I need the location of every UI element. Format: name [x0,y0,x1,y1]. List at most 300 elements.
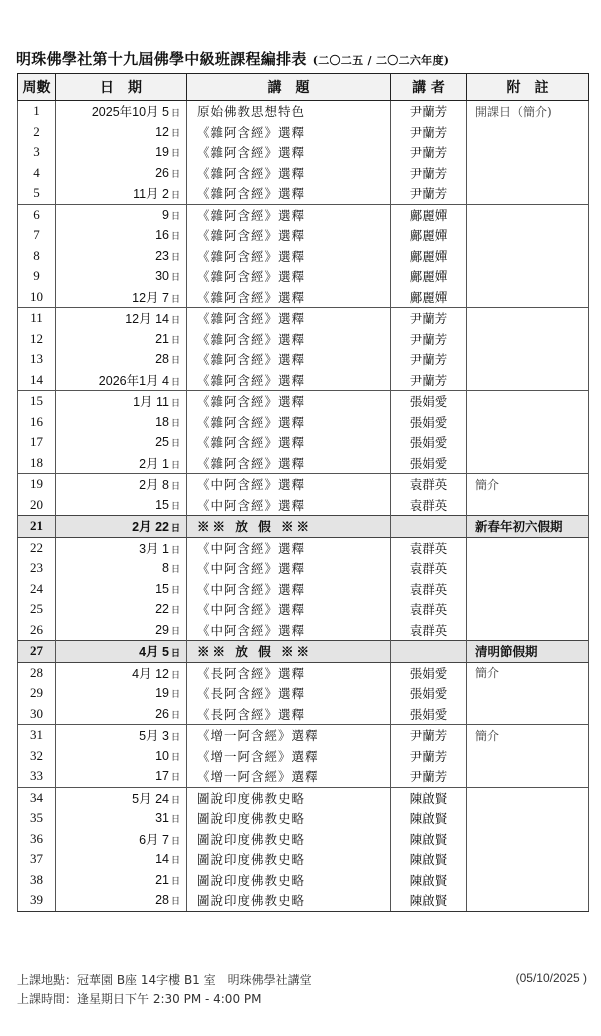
table-row [18,453,589,474]
date-suffix: 日 [170,689,180,700]
remark [467,349,589,370]
table-row [18,537,589,558]
remark [467,391,589,412]
session-date [56,349,187,370]
speaker-name: 尹蘭芳 [391,746,467,767]
date-suffix: 日 [170,417,180,428]
week-number: 9 [18,266,56,287]
session-date [56,329,187,350]
session-date [56,412,187,433]
remark [467,122,589,143]
lecture-topic: 《雜阿含經》選釋 [187,349,391,370]
table-row [18,725,589,746]
date-value: 4月 5 [139,645,169,660]
remark [467,225,589,246]
lecture-topic: 《雜阿含經》選釋 [187,246,391,267]
table-row [18,329,589,350]
lecture-topic: 圖說印度佛教史略 [187,829,391,850]
session-date [56,537,187,558]
session-date [56,287,187,308]
session-date [56,266,187,287]
date-value: 23 [155,248,169,263]
date-suffix: 日 [170,814,180,825]
date-value: 16 [155,228,169,243]
date-suffix: 日 [170,625,180,636]
remark [467,453,589,474]
date-suffix: 日 [170,794,180,805]
title-text: 明珠佛學社第十九屆佛學中級班課程編排表 [16,50,307,68]
speaker-name: 尹蘭芳 [391,766,467,787]
week-number: 39 [18,890,56,911]
date-value: 28 [155,893,169,908]
speaker-name: 尹蘭芳 [391,101,467,122]
remark [467,766,589,787]
speaker-name: 袁群英 [391,620,467,641]
date-value: 2月 1 [139,456,169,471]
lecture-topic: 《增一阿含經》選釋 [187,746,391,767]
lecture-topic: 《雜阿含經》選釋 [187,163,391,184]
session-date [56,683,187,704]
header-date: 日 期 [56,74,187,101]
table-row [18,349,589,370]
remark: 開課日（簡介) [467,101,589,122]
speaker-name: 陳啟賢 [391,890,467,911]
lecture-topic: 《中阿含經》選釋 [187,620,391,641]
lecture-topic: 《中阿含經》選釋 [187,474,391,495]
session-date [56,849,187,870]
remark [467,266,589,287]
speaker-name: 尹蘭芳 [391,142,467,163]
table-row [18,474,589,495]
lecture-topic: 圖說印度佛教史略 [187,870,391,891]
date-suffix: 日 [170,108,180,119]
date-suffix: 日 [170,293,180,304]
speaker-name: 袁群英 [391,579,467,600]
header-topic: 講 題 [187,74,391,101]
lecture-topic: 《雜阿含經》選釋 [187,453,391,474]
week-number: 32 [18,746,56,767]
date-suffix: 日 [170,772,180,783]
footer-date: (05/10/2025 ) [515,971,587,985]
table-row [18,558,589,579]
date-value: 5月 24 [132,791,169,806]
remark [467,183,589,204]
week-number: 16 [18,412,56,433]
holiday-row [18,516,589,538]
week-number: 12 [18,329,56,350]
date-suffix: 日 [170,438,180,449]
week-number: 38 [18,870,56,891]
table-row [18,101,589,122]
date-suffix: 日 [170,210,180,221]
week-number: 8 [18,246,56,267]
table-row [18,142,589,163]
lecture-topic: 《雜阿含經》選釋 [187,432,391,453]
remark [467,599,589,620]
page-title [16,48,449,69]
date-suffix: 日 [170,732,180,743]
date-value: 8 [162,561,169,576]
table-row [18,579,589,600]
lecture-topic: 《中阿含經》選釋 [187,579,391,600]
header-row [18,74,589,101]
date-value: 3月 1 [139,541,169,556]
date-value: 21 [155,872,169,887]
date-suffix: 日 [170,855,180,866]
session-date [56,495,187,516]
date-suffix: 日 [170,398,180,409]
date-suffix: 日 [170,835,180,846]
date-value: 19 [155,686,169,701]
remark: 新春年初六假期 [467,516,589,538]
week-number: 33 [18,766,56,787]
week-number: 35 [18,808,56,829]
week-number: 1 [18,101,56,122]
lecture-topic: 《中阿含經》選釋 [187,558,391,579]
date-suffix: 日 [170,272,180,283]
lecture-topic: 《長阿含經》選釋 [187,662,391,683]
week-number: 6 [18,204,56,225]
session-date [56,746,187,767]
lecture-topic: 《長阿含經》選釋 [187,683,391,704]
lecture-topic: ※※ 放 假 ※※ [187,641,391,663]
speaker-name: 鄺麗嬋 [391,246,467,267]
date-value: 26 [155,706,169,721]
date-suffix: 日 [170,709,180,720]
date-value: 2月 22 [132,520,169,535]
year-note: (二〇二五 / 二〇二六年度) [312,54,450,67]
date-suffix: 日 [170,334,180,345]
remark [467,746,589,767]
remark [467,808,589,829]
speaker-name: 陳啟賢 [391,808,467,829]
date-suffix: 日 [170,751,180,762]
week-number: 25 [18,599,56,620]
remark [467,620,589,641]
session-date [56,558,187,579]
speaker-name: 尹蘭芳 [391,329,467,350]
week-number: 21 [18,516,56,538]
table-row [18,246,589,267]
lecture-topic: 圖說印度佛教史略 [187,890,391,911]
lecture-topic: 圖說印度佛教史略 [187,787,391,808]
session-date [56,122,187,143]
session-date [56,183,187,204]
table-row [18,787,589,808]
lecture-topic: ※※ 放 假 ※※ [187,516,391,538]
table-row [18,225,589,246]
date-suffix: 日 [170,168,180,179]
schedule-body [18,101,589,912]
table-row [18,266,589,287]
footer-time: 上課時間：逢星期日下午 2:30 PM - 4:00 PM [17,992,262,1006]
lecture-topic: 《雜阿含經》選釋 [187,412,391,433]
date-value: 12月 7 [132,290,169,305]
week-number: 23 [18,558,56,579]
lecture-topic: 《增一阿含經》選釋 [187,725,391,746]
date-suffix: 日 [170,481,180,492]
table-row [18,163,589,184]
date-value: 1月 11 [133,395,169,410]
remark [467,849,589,870]
remark [467,370,589,391]
session-date [56,308,187,329]
session-date [56,870,187,891]
date-suffix: 日 [170,251,180,262]
speaker-name: 尹蘭芳 [391,308,467,329]
speaker-name: 張娟愛 [391,704,467,725]
table-row [18,370,589,391]
lecture-topic: 原始佛教思想特色 [187,101,391,122]
lecture-topic: 《中阿含經》選釋 [187,537,391,558]
speaker-name: 張娟愛 [391,412,467,433]
date-suffix: 日 [170,231,180,242]
speaker-name: 尹蘭芳 [391,183,467,204]
session-date [56,641,187,663]
table-row [18,599,589,620]
date-value: 19 [155,145,169,160]
remark [467,579,589,600]
remark: 清明節假期 [467,641,589,663]
remark [467,329,589,350]
session-date [56,662,187,683]
session-date [56,704,187,725]
remark [467,142,589,163]
week-number: 7 [18,225,56,246]
session-date [56,453,187,474]
remark [467,683,589,704]
date-value: 21 [155,331,169,346]
date-suffix: 日 [170,544,180,555]
session-date [56,579,187,600]
date-value: 2026年1月 4 [98,373,169,388]
table-row [18,746,589,767]
date-value: 26 [155,165,169,180]
date-value: 25 [155,435,169,450]
table-row [18,662,589,683]
date-value: 30 [155,269,169,284]
week-number: 17 [18,432,56,453]
speaker-name: 袁群英 [391,558,467,579]
week-number: 29 [18,683,56,704]
remark [467,537,589,558]
week-number: 15 [18,391,56,412]
table-row [18,704,589,725]
table-row [18,870,589,891]
week-number: 19 [18,474,56,495]
date-suffix: 日 [170,523,180,534]
speaker-name [391,641,467,663]
week-number: 31 [18,725,56,746]
date-suffix: 日 [170,459,180,470]
speaker-name: 袁群英 [391,537,467,558]
remark [467,246,589,267]
date-value: 31 [155,811,169,826]
date-suffix: 日 [170,605,180,616]
remark: 簡介 [467,662,589,683]
remark [467,558,589,579]
week-number: 34 [18,787,56,808]
speaker-name: 鄺麗嬋 [391,287,467,308]
remark [467,787,589,808]
table-row [18,308,589,329]
date-value: 5月 3 [139,729,169,744]
date-suffix: 日 [170,355,180,366]
speaker-name: 尹蘭芳 [391,163,467,184]
lecture-topic: 《雜阿含經》選釋 [187,287,391,308]
remark [467,829,589,850]
session-date [56,432,187,453]
lecture-topic: 《雜阿含經》選釋 [187,204,391,225]
date-value: 2025年10月 5 [91,105,169,120]
speaker-name: 張娟愛 [391,432,467,453]
week-number: 20 [18,495,56,516]
remark: 簡介 [467,474,589,495]
session-date [56,766,187,787]
week-number: 18 [18,453,56,474]
table-row [18,620,589,641]
table-row [18,849,589,870]
footer-location: 上課地點：冠華園 B座 14字樓 B1 室 明珠佛學社講堂 [17,973,312,987]
session-date [56,787,187,808]
speaker-name: 尹蘭芳 [391,349,467,370]
lecture-topic: 《增一阿含經》選釋 [187,766,391,787]
table-row [18,766,589,787]
remark [467,704,589,725]
speaker-name: 陳啟賢 [391,787,467,808]
table-row [18,412,589,433]
remark [467,163,589,184]
date-value: 15 [155,497,169,512]
speaker-name: 袁群英 [391,599,467,620]
week-number: 5 [18,183,56,204]
speaker-name: 陳啟賢 [391,829,467,850]
table-row [18,829,589,850]
date-value: 12月 14 [125,312,169,327]
session-date [56,516,187,538]
session-date [56,599,187,620]
table-row [18,432,589,453]
speaker-name: 鄺麗嬋 [391,225,467,246]
session-date [56,474,187,495]
speaker-name [391,516,467,538]
header-week: 周數 [18,74,56,101]
holiday-row [18,641,589,663]
session-date [56,163,187,184]
week-number: 2 [18,122,56,143]
date-value: 10 [155,748,169,763]
remark [467,308,589,329]
session-date [56,829,187,850]
session-date [56,101,187,122]
date-suffix: 日 [170,148,180,159]
remark [467,204,589,225]
lecture-topic: 《雜阿含經》選釋 [187,142,391,163]
session-date [56,808,187,829]
speaker-name: 袁群英 [391,474,467,495]
speaker-name: 張娟愛 [391,391,467,412]
date-suffix: 日 [170,500,180,511]
date-value: 2月 8 [139,478,169,493]
date-value: 11月 2 [133,187,169,202]
date-value: 12 [155,124,169,139]
table-row [18,683,589,704]
session-date [56,725,187,746]
table-row [18,808,589,829]
table-row [18,287,589,308]
date-suffix: 日 [170,875,180,886]
week-number: 11 [18,308,56,329]
lecture-topic: 《中阿含經》選釋 [187,495,391,516]
lecture-topic: 《雜阿含經》選釋 [187,329,391,350]
session-date [56,204,187,225]
speaker-name: 尹蘭芳 [391,725,467,746]
speaker-name: 陳啟賢 [391,870,467,891]
table-row [18,890,589,911]
week-number: 22 [18,537,56,558]
schedule-table [17,73,589,912]
speaker-name: 鄺麗嬋 [391,204,467,225]
table-row [18,204,589,225]
remark: 簡介 [467,725,589,746]
week-number: 14 [18,370,56,391]
session-date [56,620,187,641]
remark [467,870,589,891]
session-date [56,246,187,267]
speaker-name: 張娟愛 [391,662,467,683]
date-suffix: 日 [170,896,180,907]
lecture-topic: 《雜阿含經》選釋 [187,183,391,204]
lecture-topic: 《中阿含經》選釋 [187,599,391,620]
week-number: 26 [18,620,56,641]
date-suffix: 日 [170,584,180,595]
date-value: 28 [155,352,169,367]
speaker-name: 張娟愛 [391,453,467,474]
remark [467,495,589,516]
speaker-name: 尹蘭芳 [391,370,467,391]
date-suffix: 日 [170,376,180,387]
remark [467,287,589,308]
date-value: 4月 12 [132,666,169,681]
lecture-topic: 《雜阿含經》選釋 [187,122,391,143]
date-value: 22 [155,602,169,617]
table-row [18,495,589,516]
date-suffix: 日 [170,564,180,575]
date-suffix: 日 [170,669,180,680]
week-number: 30 [18,704,56,725]
week-number: 37 [18,849,56,870]
speaker-name: 張娟愛 [391,683,467,704]
date-value: 15 [155,581,169,596]
date-value: 17 [155,769,169,784]
lecture-topic: 《雜阿含經》選釋 [187,266,391,287]
session-date [56,391,187,412]
date-suffix: 日 [170,190,180,201]
date-value: 9 [162,207,169,222]
lecture-topic: 《雜阿含經》選釋 [187,391,391,412]
speaker-name: 尹蘭芳 [391,122,467,143]
session-date [56,142,187,163]
table-row [18,122,589,143]
speaker-name: 袁群英 [391,495,467,516]
speaker-name: 鄺麗嬋 [391,266,467,287]
table-row [18,183,589,204]
week-number: 28 [18,662,56,683]
lecture-topic: 圖說印度佛教史略 [187,808,391,829]
remark [467,890,589,911]
lecture-topic: 圖說印度佛教史略 [187,849,391,870]
date-suffix: 日 [170,315,180,326]
